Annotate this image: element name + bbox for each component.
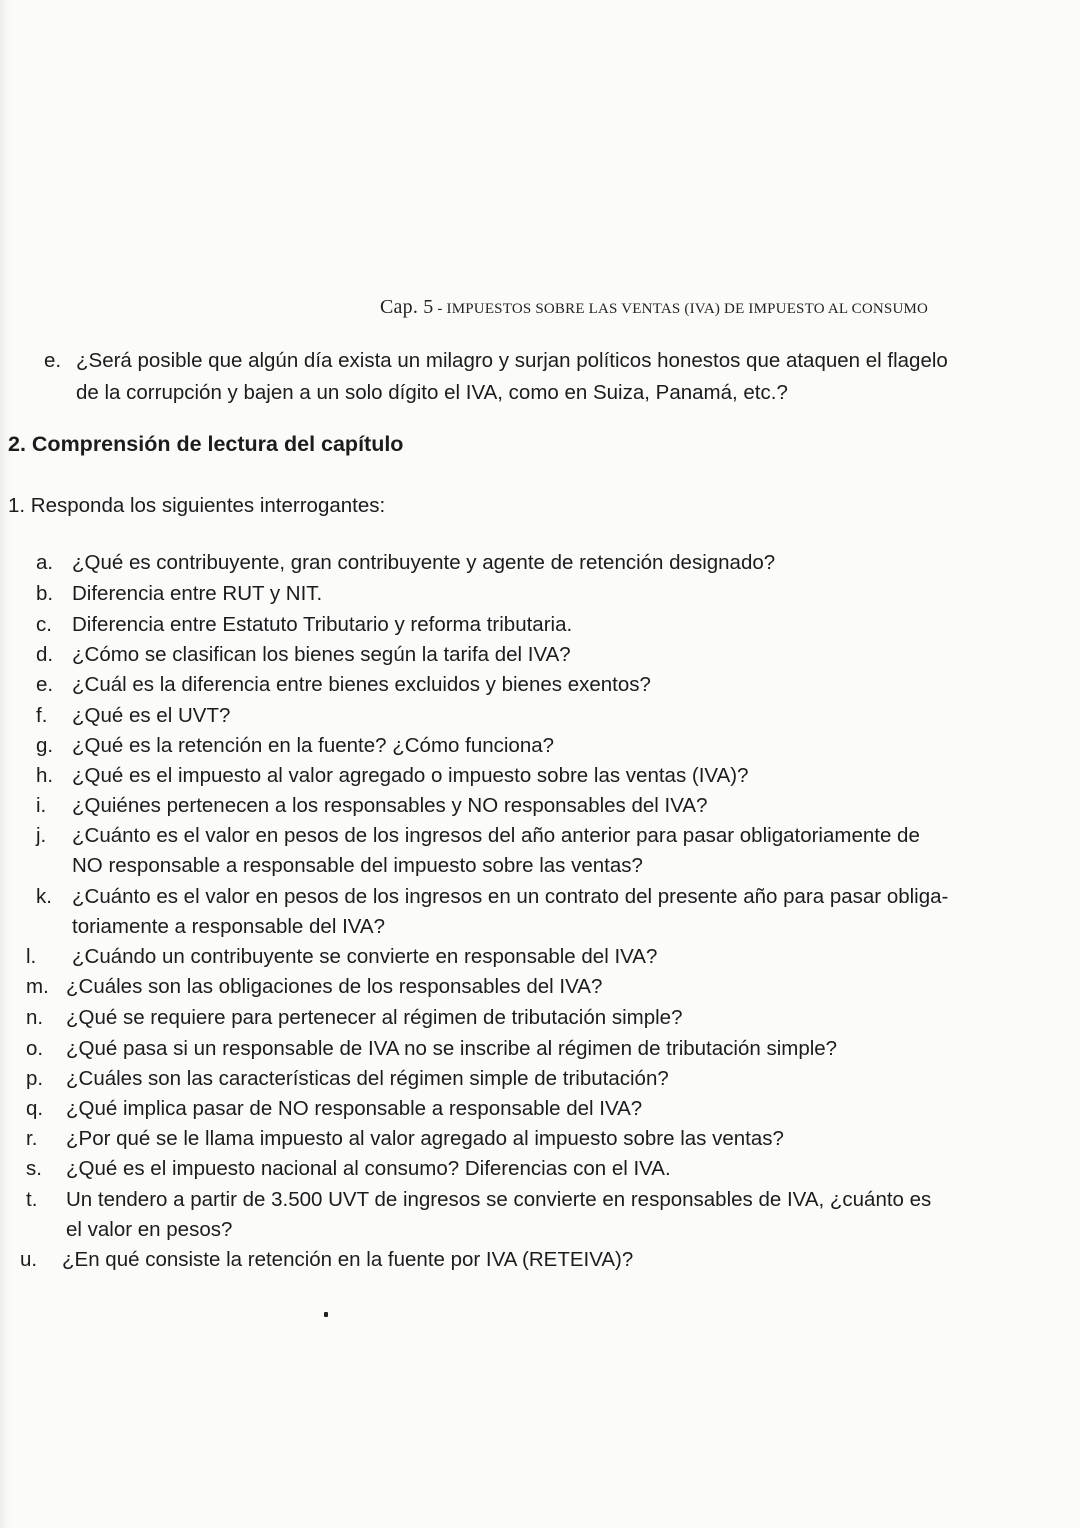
question-letter: l. [26,945,37,968]
prev-question-line-1: ¿Será posible que algún día exista un milagro y surjan políticos honestos que ataquen el flagelo [76,349,948,372]
section-heading: 2. Comprensión de lectura del capítulo [8,432,404,456]
question-letter: u. [20,1248,38,1271]
question-text: Diferencia entre Estatuto Tributario y reforma tributaria. [72,613,573,636]
question-text: ¿En qué consiste la retención en la fuente por IVA (RETEIVA)? [62,1248,634,1271]
question-text-line-2: NO responsable a responsable del impuesto sobre las ventas? [72,854,643,877]
question-letter: q. [26,1097,44,1120]
prev-question-line-2: de la corrupción y bajen a un solo dígito el IVA, como en Suiza, Panamá, etc.? [76,381,788,404]
question-text: ¿Cómo se clasifican los bienes según la tarifa del IVA? [72,643,571,666]
question-text: ¿Qué es el UVT? [72,704,231,727]
question-letter: n. [26,1006,44,1029]
running-head [380,296,980,319]
question-letter: b. [36,582,54,605]
instruction-text: 1. Responda los siguientes interrogantes: [8,494,386,517]
question-text: ¿Qué se requiere para pertenecer al régimen de tributación simple? [66,1006,683,1029]
question-letter: i. [36,794,47,817]
question-letter: c. [36,613,52,636]
running-head-chapter: Cap. 5 [380,296,434,318]
question-letter: e. [36,673,54,696]
question-text-line-1: ¿Cuánto es el valor en pesos de los ingresos en un contrato del presente año para pasar obliga- [72,885,949,908]
question-text: ¿Qué es el impuesto nacional al consumo? Diferencias con el IVA. [66,1157,671,1180]
question-letter: t. [26,1188,38,1211]
prev-question-letter: e. [44,349,62,372]
question-text-line-2: el valor en pesos? [66,1218,233,1241]
question-text: ¿Qué es el impuesto al valor agregado o impuesto sobre las ventas (IVA)? [72,764,749,787]
question-text: ¿Qué es la retención en la fuente? ¿Cómo funciona? [72,734,555,757]
question-letter: k. [36,885,52,908]
question-letter: g. [36,734,54,757]
question-letter: h. [36,764,54,787]
question-text-line-2: toriamente a responsable del IVA? [72,915,386,938]
question-letter: p. [26,1067,44,1090]
question-letter: o. [26,1037,44,1060]
question-text-line-1: ¿Cuánto es el valor en pesos de los ingresos del año anterior para pasar obligatoriamente de [72,824,920,847]
question-text: ¿Qué pasa si un responsable de IVA no se inscribe al régimen de tributación simple? [66,1037,838,1060]
question-letter: f. [36,704,48,727]
question-text: ¿Cuál es la diferencia entre bienes excluidos y bienes exentos? [72,673,651,696]
question-text: ¿Qué es contribuyente, gran contribuyente y agente de retención designado? [72,551,776,574]
question-text: ¿Cuáles son las obligaciones de los responsables del IVA? [66,975,603,998]
question-text: ¿Qué implica pasar de NO responsable a responsable del IVA? [66,1097,643,1120]
question-text: Diferencia entre RUT y NIT. [72,582,323,605]
question-letter: m. [26,975,49,998]
question-letter: j. [36,824,47,847]
question-text: ¿Quiénes pertenecen a los responsables y NO responsables del IVA? [72,794,708,817]
question-text: ¿Cuándo un contribuyente se convierte en responsable del IVA? [72,945,658,968]
stray-ink-dot [324,1312,328,1317]
running-head-title: - IMPUESTOS SOBRE LAS VENTAS (IVA) DE IMPUESTO AL CONSUMO [433,301,929,317]
question-text-line-1: Un tendero a partir de 3.500 UVT de ingresos se convierte en responsables de IVA, ¿cuánto es [66,1188,932,1211]
question-letter: r. [26,1127,38,1150]
question-letter: a. [36,551,54,574]
question-text: ¿Por qué se le llama impuesto al valor agregado al impuesto sobre las ventas? [66,1127,784,1150]
question-text: ¿Cuáles son las características del régimen simple de tributación? [66,1067,669,1090]
question-letter: d. [36,643,54,666]
question-letter: s. [26,1157,42,1180]
